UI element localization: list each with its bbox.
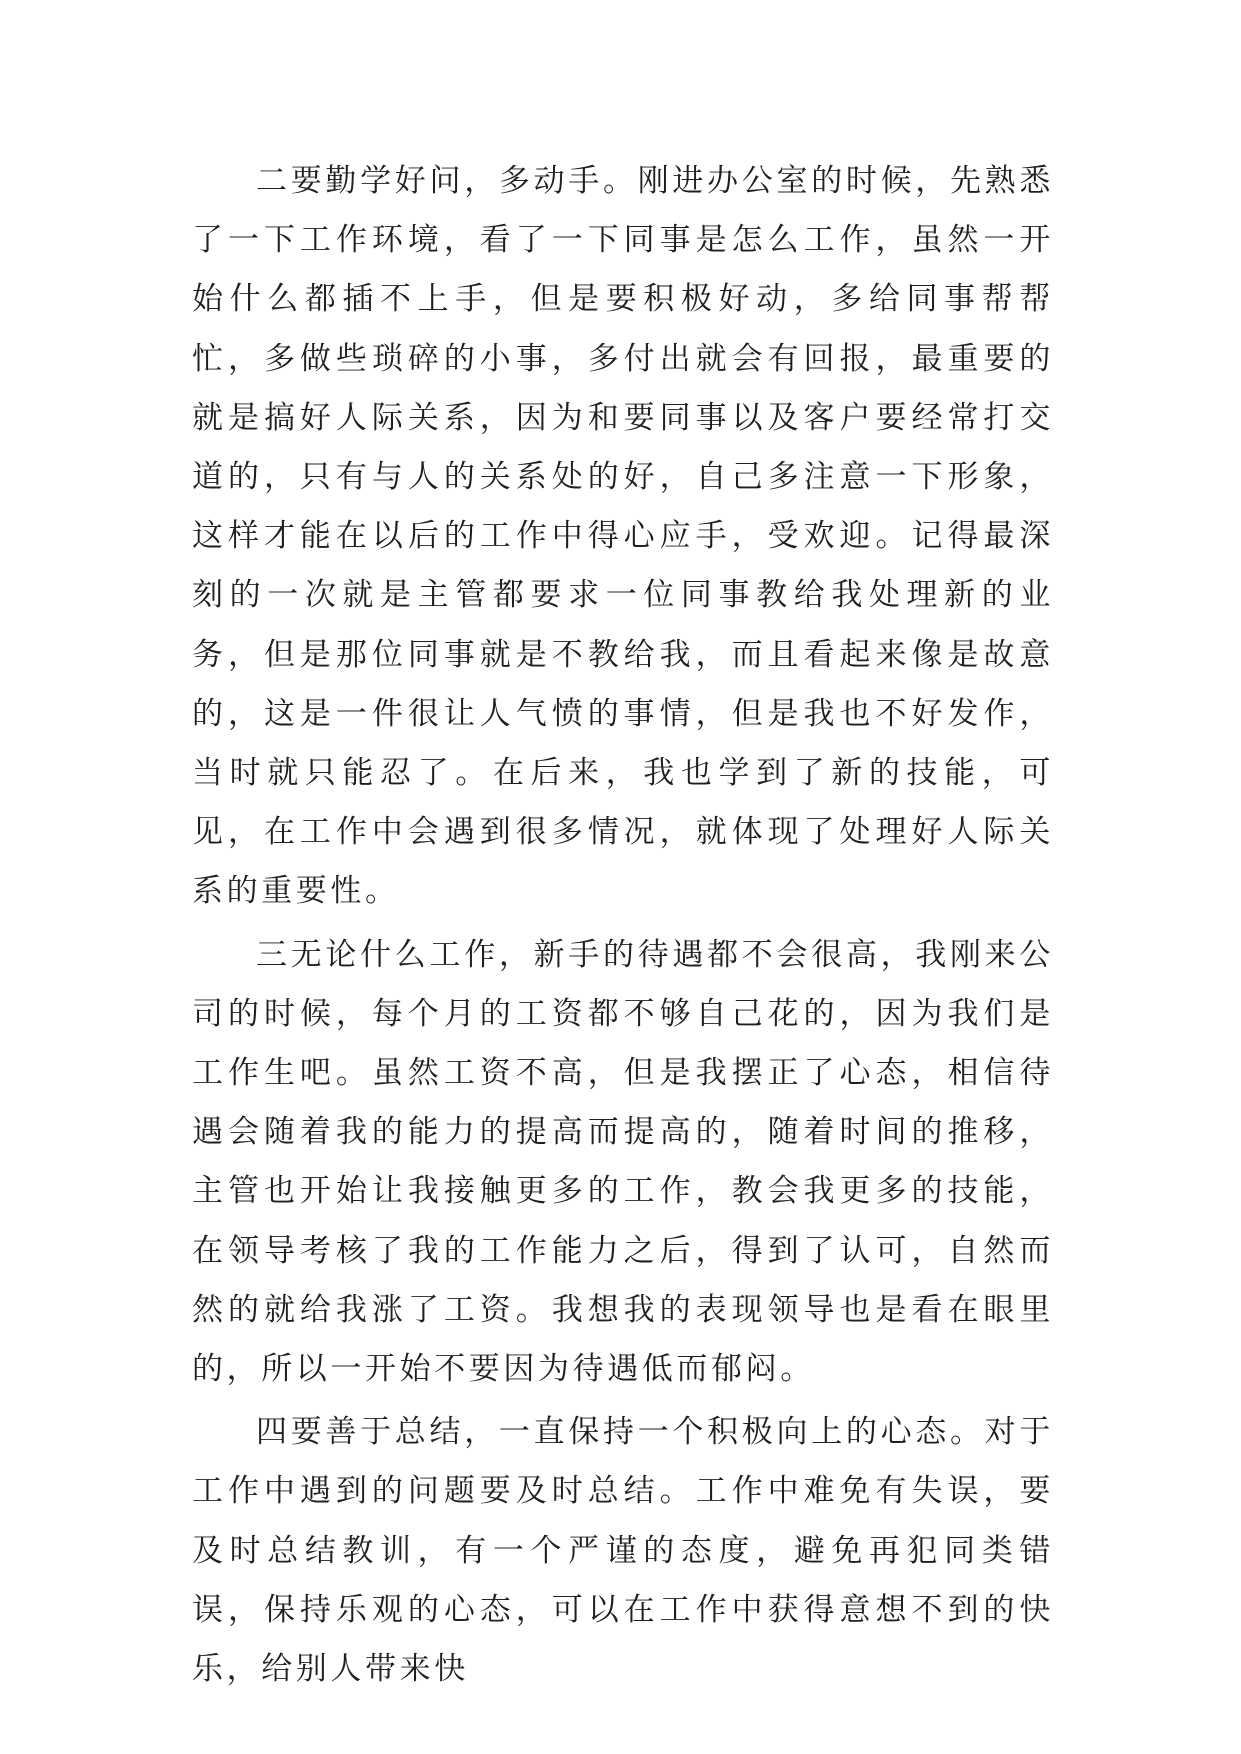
paragraph-two: 二要勤学好问，多动手。刚进办公室的时候，先熟悉了一下工作环境，看了一下同事是怎么工作，虽然一开始什么都插不上手，但是要积极好动，多给同事帮帮忙，多做些琐碎的小事，多付出就会有回报，最重要的就是搞好人际关系，因为和要同事以及客户要经常打交道的，只有与人的关系处的好，自己多注意一下形象，这样才能在以后的工作中得心应手，受欢迎。记得最深刻的一次就是主管都要求一位同事教给我处理新的业务，但是那位同事就是不教给我，而且看起来像是故意的，这是一件很让人气愤的事情，但是我也不好发作，当时就只能忍了。在后来，我也学到了新的技能，可见，在工作中会遇到很多情况，就体现了处理好人际关系的重要性。 <box>192 163 1054 910</box>
paragraph-three: 三无论什么工作，新手的待遇都不会很高，我刚来公司的时候，每个月的工资都不够自己花的，因为我们是工作生吧。虽然工资不高，但是我摆正了心态，相信待遇会随着我的能力的提高而提高的，随着时间的推移，主管也开始让我接触更多的工作，教会我更多的技能，在领导考核了我的工作能力之后，得到了认可，自然而然的就给我涨了工资。我想我的表现领导也是看在眼里的，所以一开始不要因为待遇低而郁闷。 <box>192 936 1054 1388</box>
document-body <box>192 152 1054 1703</box>
paragraph-four: 四要善于总结，一直保持一个积极向上的心态。对于工作中遇到的问题要及时总结。工作中难免有失误，要及时总结教训，有一个严谨的态度，避免再犯同类错误，保持乐观的心态，可以在工作中获得意想不到的快乐，给别人带来快 <box>192 1414 1054 1688</box>
